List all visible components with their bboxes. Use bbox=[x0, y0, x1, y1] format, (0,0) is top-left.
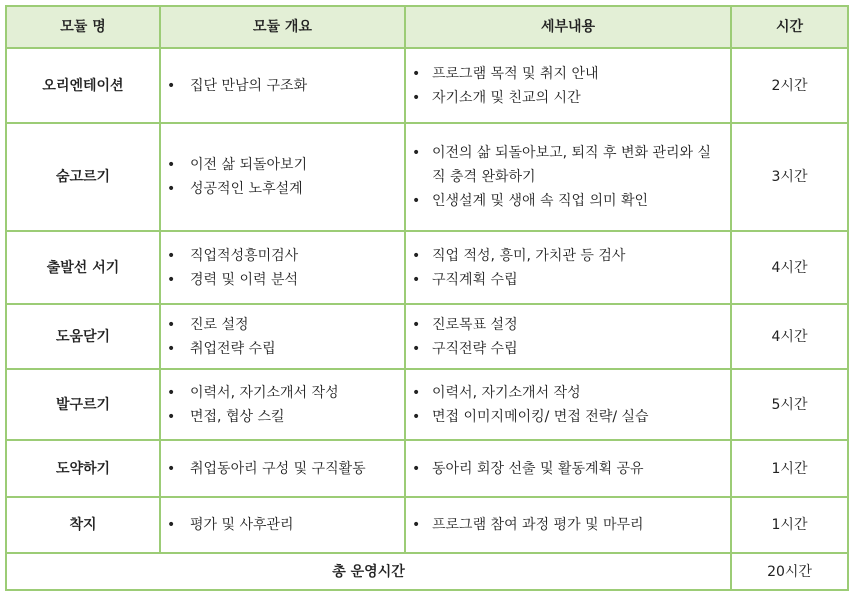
module-name: 도움닫기 bbox=[6, 304, 160, 369]
module-time: 1시간 bbox=[731, 497, 848, 553]
overview-list bbox=[161, 74, 404, 98]
module-rows bbox=[6, 48, 848, 553]
bullet-icon: • bbox=[167, 157, 176, 173]
list-item-text: 구직전략 수립 bbox=[432, 340, 518, 357]
module-overview bbox=[160, 304, 405, 369]
bullet-icon: • bbox=[167, 271, 176, 288]
bullet-icon: • bbox=[412, 193, 421, 209]
list-item-text: 인생설계 및 생애 속 직업 의미 확인 bbox=[432, 193, 649, 209]
list-item bbox=[167, 177, 398, 201]
overview-list bbox=[161, 457, 404, 481]
module-time: 1시간 bbox=[731, 440, 848, 497]
overview-list bbox=[161, 513, 404, 537]
module-row bbox=[6, 304, 848, 369]
list-item bbox=[412, 62, 724, 86]
overview-list bbox=[161, 244, 404, 292]
bullet-icon: • bbox=[412, 316, 421, 333]
bullet-icon: • bbox=[167, 340, 176, 357]
module-row bbox=[6, 48, 848, 123]
overview-list bbox=[161, 313, 404, 361]
list-item bbox=[167, 244, 398, 268]
overview-list bbox=[161, 381, 404, 429]
bullet-icon: • bbox=[412, 384, 421, 401]
list-item-text: 이력서, 자기소개서 작성 bbox=[432, 384, 581, 401]
header-module-name: 모듈 명 bbox=[6, 6, 160, 48]
list-item-text: 직업적성흥미검사 bbox=[190, 247, 299, 264]
list-item-text: 집단 만남의 구조화 bbox=[190, 77, 308, 94]
bullet-icon: • bbox=[412, 340, 421, 357]
module-row bbox=[6, 497, 848, 553]
module-time: 4시간 bbox=[731, 304, 848, 369]
details-list bbox=[406, 141, 730, 213]
bullet-icon: • bbox=[167, 247, 176, 264]
details-list bbox=[406, 313, 730, 361]
list-item-text: 프로그램 목적 및 취지 안내 bbox=[432, 65, 599, 82]
list-item bbox=[167, 74, 398, 98]
module-details bbox=[405, 231, 731, 304]
bullet-icon: • bbox=[412, 247, 421, 264]
module-time: 2시간 bbox=[731, 48, 848, 123]
list-item bbox=[412, 381, 724, 405]
header-details: 세부내용 bbox=[405, 6, 731, 48]
list-item bbox=[412, 86, 724, 110]
list-item-text: 동아리 회장 선출 및 활동계획 공유 bbox=[432, 460, 644, 477]
bullet-icon: • bbox=[167, 460, 176, 477]
bullet-icon: • bbox=[412, 65, 421, 82]
list-item bbox=[412, 313, 724, 337]
module-name: 도약하기 bbox=[6, 440, 160, 497]
bullet-icon: • bbox=[412, 460, 421, 477]
list-item bbox=[167, 313, 398, 337]
bullet-icon: • bbox=[412, 271, 421, 288]
module-table bbox=[5, 5, 849, 591]
details-list bbox=[406, 381, 730, 429]
details-list bbox=[406, 457, 730, 481]
details-list bbox=[406, 244, 730, 292]
module-details bbox=[405, 497, 731, 553]
header-overview: 모듈 개요 bbox=[160, 6, 405, 48]
list-item-text: 평가 및 사후관리 bbox=[190, 517, 294, 533]
module-time: 5시간 bbox=[731, 369, 848, 440]
list-item-text: 진로 설정 bbox=[190, 316, 249, 333]
module-details bbox=[405, 440, 731, 497]
module-name: 착지 bbox=[6, 497, 160, 553]
list-item bbox=[412, 337, 724, 361]
module-row bbox=[6, 369, 848, 440]
module-row bbox=[6, 440, 848, 497]
header-time: 시간 bbox=[731, 6, 848, 48]
list-item-text: 이전의 삶 되돌아보고, 퇴직 후 변화 관리와 실직 충격 완화하기 bbox=[432, 145, 712, 185]
module-overview bbox=[160, 231, 405, 304]
module-name: 출발선 서기 bbox=[6, 231, 160, 304]
list-item bbox=[167, 405, 398, 429]
module-overview bbox=[160, 123, 405, 231]
bullet-icon: • bbox=[167, 316, 176, 333]
list-item-text: 취업동아리 구성 및 구직활동 bbox=[190, 460, 366, 477]
module-details bbox=[405, 123, 731, 231]
module-name: 숨고르기 bbox=[6, 123, 160, 231]
module-time: 4시간 bbox=[731, 231, 848, 304]
total-row bbox=[6, 553, 848, 590]
list-item-text: 이전 삶 되돌아보기 bbox=[190, 157, 308, 173]
list-item bbox=[167, 457, 398, 481]
module-overview bbox=[160, 440, 405, 497]
list-item bbox=[412, 268, 724, 292]
list-item bbox=[167, 381, 398, 405]
list-item-text: 성공적인 노후설계 bbox=[190, 181, 303, 197]
module-details bbox=[405, 369, 731, 440]
list-item-text: 직업 적성, 흥미, 가치관 등 검사 bbox=[432, 247, 626, 264]
list-item bbox=[412, 457, 724, 481]
module-overview bbox=[160, 48, 405, 123]
list-item-text: 진로목표 설정 bbox=[432, 316, 518, 333]
list-item bbox=[412, 513, 724, 537]
list-item bbox=[167, 513, 398, 537]
overview-list bbox=[161, 153, 404, 201]
list-item bbox=[167, 153, 398, 177]
bullet-icon: • bbox=[167, 77, 176, 94]
module-details bbox=[405, 304, 731, 369]
module-overview bbox=[160, 497, 405, 553]
module-details bbox=[405, 48, 731, 123]
module-name: 오리엔테이션 bbox=[6, 48, 160, 123]
bullet-icon: • bbox=[412, 89, 421, 106]
total-label: 총 운영시간 bbox=[6, 553, 731, 590]
bullet-icon: • bbox=[167, 384, 176, 401]
list-item bbox=[167, 337, 398, 361]
list-item-text: 이력서, 자기소개서 작성 bbox=[190, 384, 339, 401]
list-item bbox=[167, 268, 398, 292]
list-item-text: 자기소개 및 친교의 시간 bbox=[432, 89, 581, 106]
list-item-text: 면접, 협상 스킬 bbox=[190, 408, 285, 425]
list-item-text: 경력 및 이력 분석 bbox=[190, 271, 299, 288]
bullet-icon: • bbox=[167, 181, 176, 197]
bullet-icon: • bbox=[412, 517, 421, 533]
bullet-icon: • bbox=[167, 517, 176, 533]
details-list bbox=[406, 62, 730, 110]
module-row bbox=[6, 123, 848, 231]
module-row bbox=[6, 231, 848, 304]
module-time: 3시간 bbox=[731, 123, 848, 231]
list-item-text: 프로그램 참여 과정 평가 및 마무리 bbox=[432, 517, 644, 533]
list-item bbox=[412, 405, 724, 429]
bullet-icon: • bbox=[167, 408, 176, 425]
details-list bbox=[406, 513, 730, 537]
bullet-icon: • bbox=[412, 145, 421, 161]
list-item bbox=[412, 244, 724, 268]
list-item-text: 구직계획 수립 bbox=[432, 271, 518, 288]
list-item-text: 취업전략 수립 bbox=[190, 340, 276, 357]
module-name: 발구르기 bbox=[6, 369, 160, 440]
module-overview bbox=[160, 369, 405, 440]
bullet-icon: • bbox=[412, 408, 421, 425]
list-item-text: 면접 이미지메이킹/ 면접 전략/ 실습 bbox=[432, 408, 649, 425]
list-item bbox=[412, 189, 724, 213]
total-time: 20시간 bbox=[731, 553, 848, 590]
header-row bbox=[6, 6, 848, 48]
list-item bbox=[412, 141, 724, 189]
